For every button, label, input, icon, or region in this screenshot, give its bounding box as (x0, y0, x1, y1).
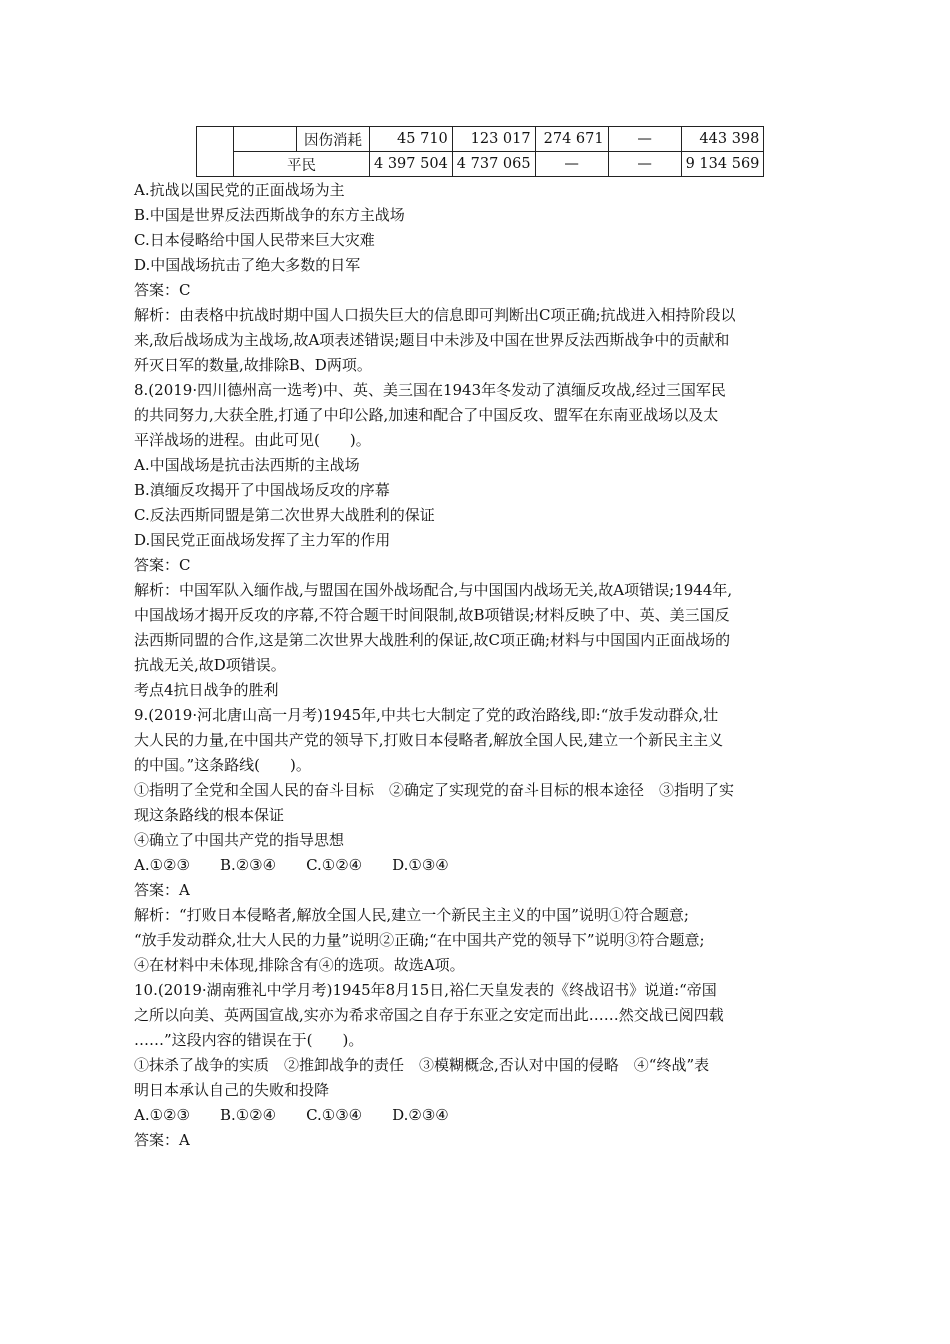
text-line: 现这条路线的根本保证 (134, 806, 285, 824)
text-line: 解析：由表格中抗战时期中国人口损失巨大的信息即可判断出C项正确;抗战进入相持阶段以 (134, 306, 736, 324)
text-line: A.中国战场是抗击法西斯的主战场 (134, 456, 360, 474)
text-line: 中国战场才揭开反攻的序幕,不符合题干时间限制,故B项错误;材料反映了中、英、美三国反 (134, 606, 730, 624)
text-line: 答案：C (134, 556, 191, 574)
table-cell: — (608, 152, 681, 177)
text-line: 之所以向美、英两国宣战,实亦为希求帝国之自存于东亚之安定而出此……然交战已阅四载 (134, 1006, 724, 1024)
text-line: 平洋战场的进程。由此可见( )。 (134, 431, 371, 449)
text-line: 来,敌后战场成为主战场,故A项表述错误;题目中未涉及中国在世界反法西斯战争中的贡献和 (134, 331, 730, 349)
text-line: ④在材料中未体现,排除含有④的选项。故选A项。 (134, 956, 465, 974)
text-line: 答案：A (134, 1131, 190, 1149)
text-line: 考点4抗日战争的胜利 (134, 681, 279, 699)
text-line: 歼灭日军的数量,故排除B、D两项。 (134, 356, 372, 374)
table-row (197, 127, 764, 152)
text-line: D.中国战场抗击了绝大多数的日军 (134, 256, 361, 274)
text-line: D.国民党正面战场发挥了主力军的作用 (134, 531, 391, 549)
row-label: 平民 (234, 152, 370, 177)
text-line: 8.(2019·四川德州高一选考)中、英、美三国在1943年冬发动了滇缅反攻战,经过三国军民 (134, 381, 726, 399)
table-cell: 123 017 (452, 127, 535, 152)
text-line: 答案：C (134, 281, 191, 299)
text-line: ④确立了中国共产党的指导思想 (134, 831, 345, 849)
empty-cell (234, 127, 297, 152)
text-line: 大人民的力量,在中国共产党的领导下,打败日本侵略者,解放全国人民,建立一个新民主主义 (134, 731, 724, 749)
table-cell: 4 737 065 (452, 152, 535, 177)
text-line: 的共同努力,大获全胜,打通了中印公路,加速和配合了中国反攻、盟军在东南亚战场以及太 (134, 406, 719, 424)
text-line: ……”这段内容的错误在于( )。 (134, 1031, 364, 1049)
text-line: A.抗战以国民党的正面战场为主 (134, 181, 345, 199)
text-line: 法西斯同盟的合作,这是第二次世界大战胜利的保证,故C项正确;材料与中国国内正面战场的 (134, 631, 731, 649)
text-line: 解析：中国军队入缅作战,与盟国在国外战场配合,与中国国内战场无关,故A项错误;1944年, (134, 581, 733, 599)
table-cell: — (608, 127, 681, 152)
table-cell: 45 710 (370, 127, 453, 152)
text-line: 9.(2019·河北唐山高一月考)1945年,中共七大制定了党的政治路线,即:“放手发动群众,壮 (134, 706, 719, 724)
document-body (134, 178, 824, 1153)
text-line: 10.(2019·湖南雅礼中学月考)1945年8月15日,裕仁天皇发表的《终战诏书》说道:“帝国 (134, 981, 717, 999)
text-line: 的中国。”这条路线( )。 (134, 756, 311, 774)
text-line: ①指明了全党和全国人民的奋斗目标 ②确定了实现党的奋斗目标的根本途径 ③指明了实 (134, 781, 735, 799)
table-cell: 4 397 504 (370, 152, 453, 177)
text-line: C.反法西斯同盟是第二次世界大战胜利的保证 (134, 506, 435, 524)
text-line: ①抹杀了战争的实质 ②推卸战争的责任 ③模糊概念,否认对中国的侵略 ④“终战”表 (134, 1056, 710, 1074)
casualty-table (196, 126, 764, 177)
merged-cell (197, 127, 234, 177)
table-cell: — (535, 152, 608, 177)
text-line: B.滇缅反攻揭开了中国战场反攻的序幕 (134, 481, 390, 499)
table-cell: 274 671 (535, 127, 608, 152)
text-line: “放手发动群众,壮大人民的力量”说明②正确;“在中国共产党的领导下”说明③符合题意; (134, 931, 705, 949)
table-row (197, 152, 764, 177)
row-label: 因伤消耗 (297, 127, 370, 152)
text-line: 抗战无关,故D项错误。 (134, 656, 286, 674)
text-line: C.日本侵略给中国人民带来巨大灾难 (134, 231, 375, 249)
text-line: B.中国是世界反法西斯战争的东方主战场 (134, 206, 405, 224)
table-cell: 443 398 (681, 127, 764, 152)
text-line: A.①②③ B.②③④ C.①②④ D.①③④ (134, 856, 449, 874)
text-line: 答案：A (134, 881, 190, 899)
text-line: 明日本承认自己的失败和投降 (134, 1081, 330, 1099)
text-line: 解析：“打败日本侵略者,解放全国人民,建立一个新民主主义的中国”说明①符合题意; (134, 906, 689, 924)
text-line: A.①②③ B.①②④ C.①③④ D.②③④ (134, 1106, 449, 1124)
table-cell: 9 134 569 (681, 152, 764, 177)
